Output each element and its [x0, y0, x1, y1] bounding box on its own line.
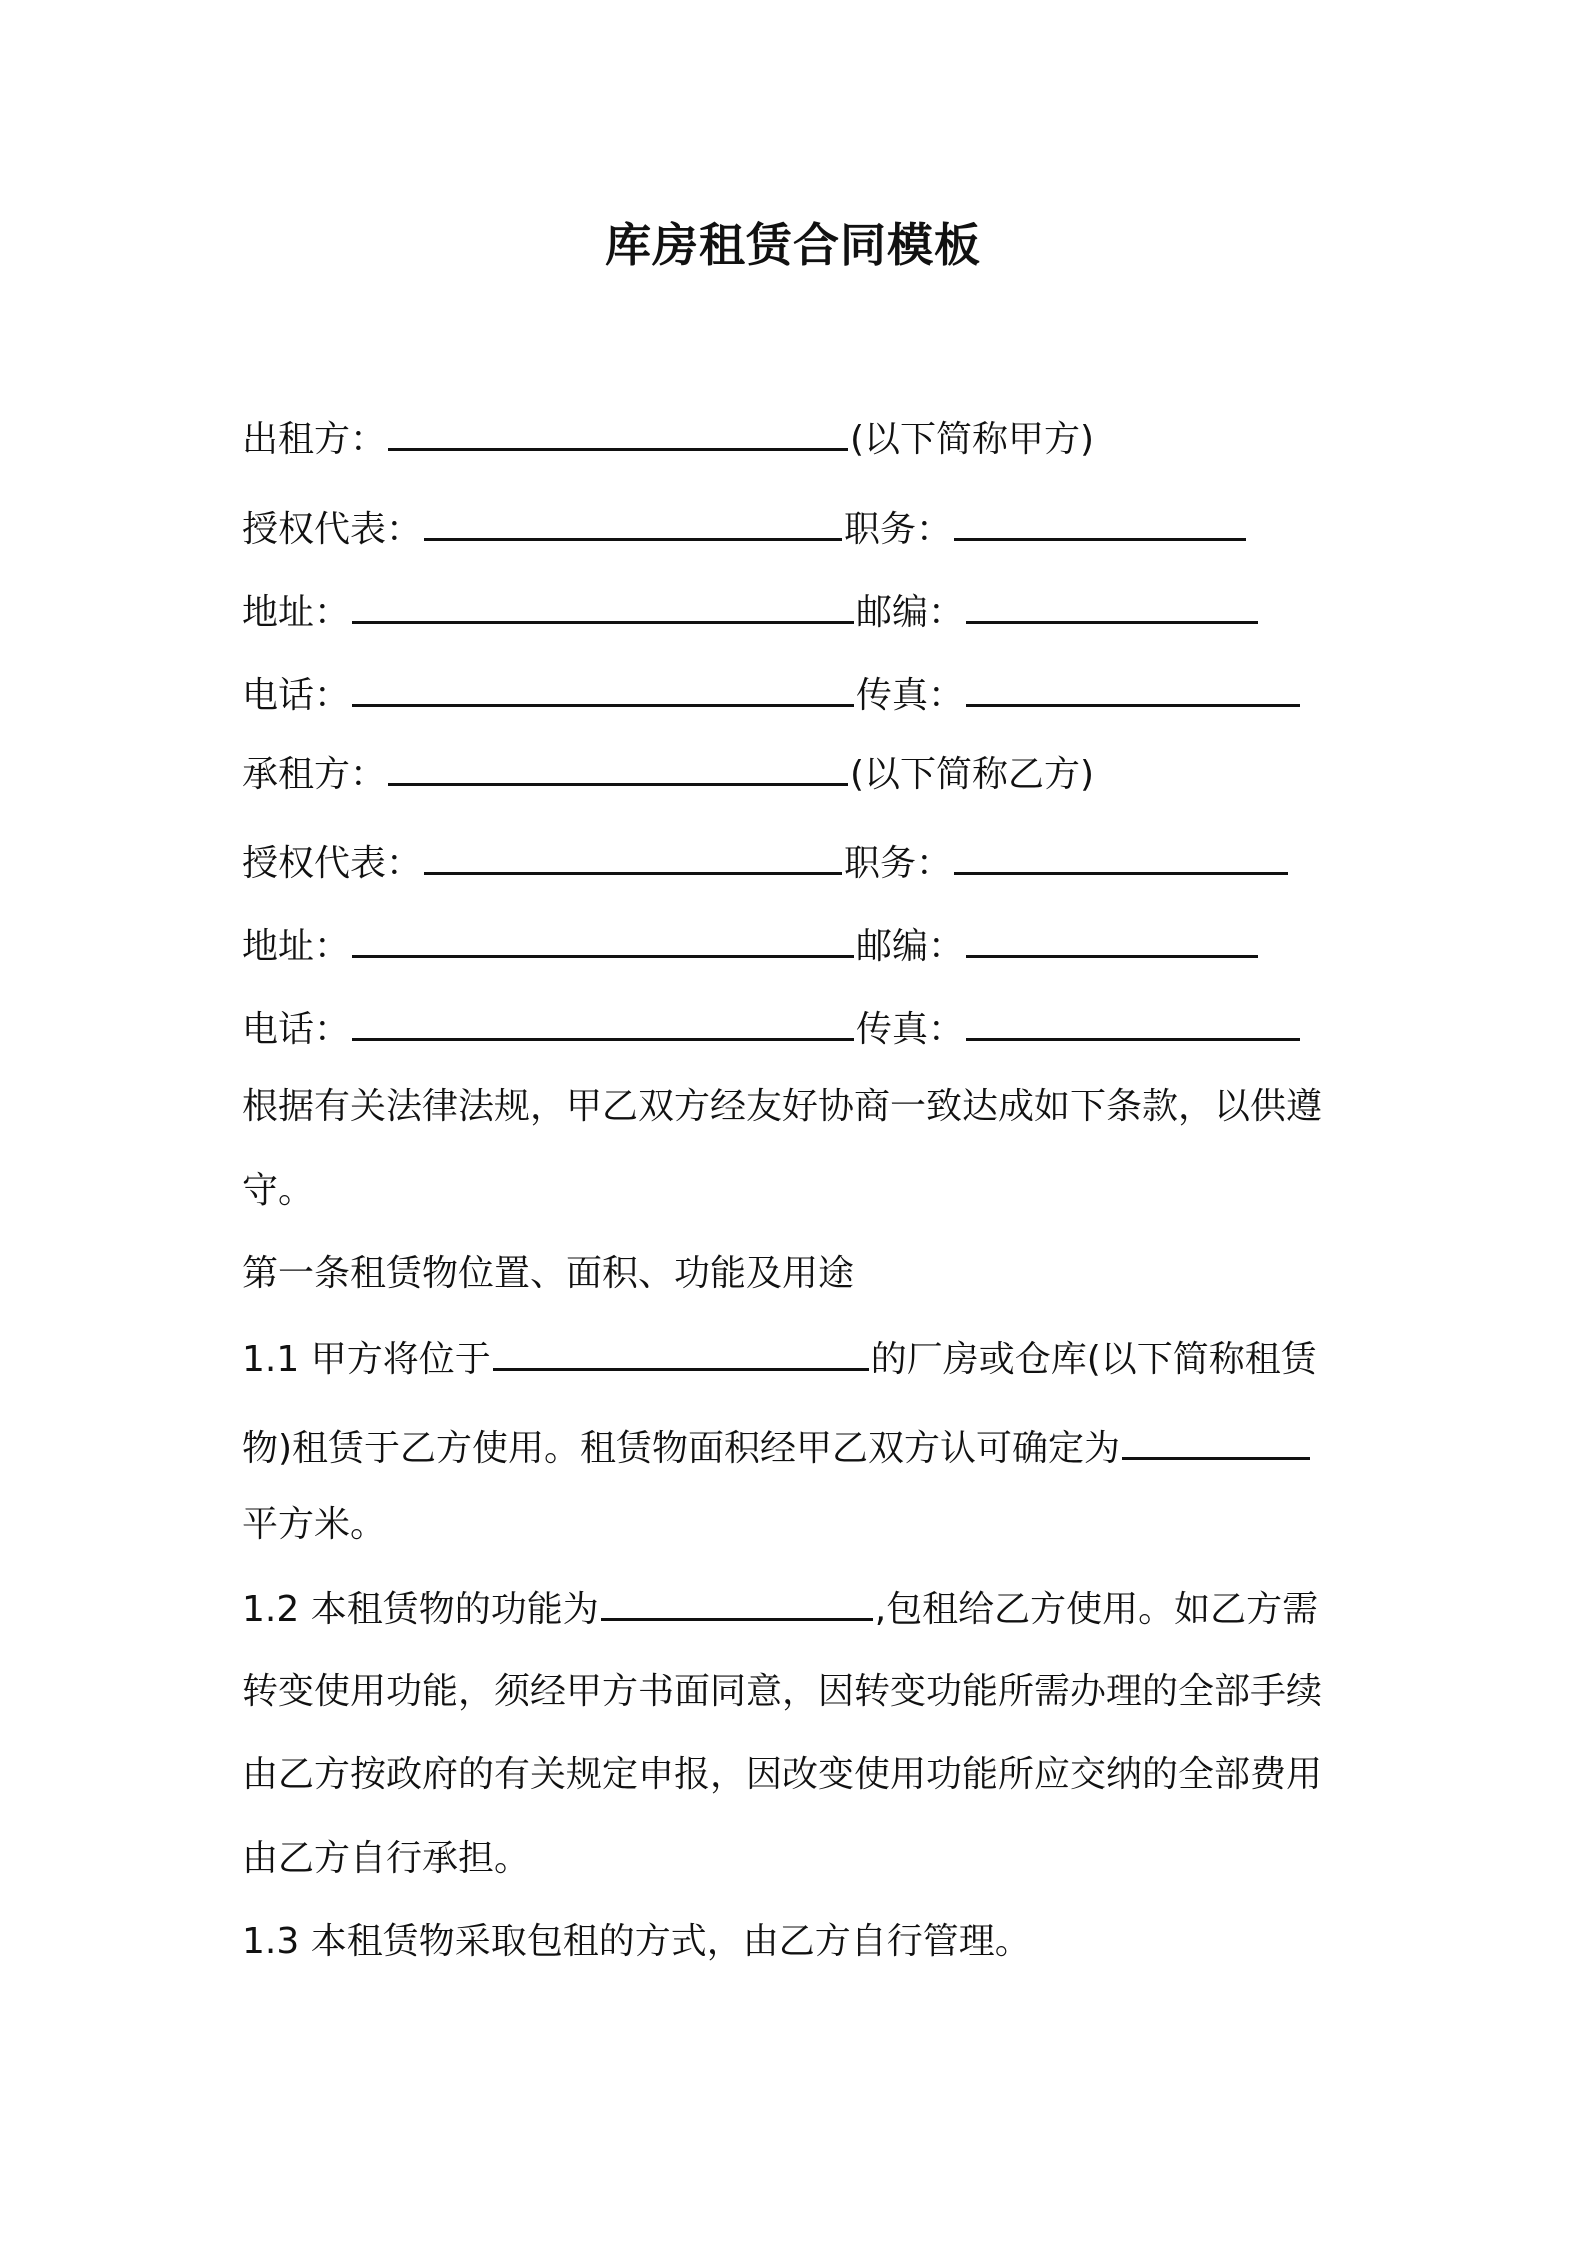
lessee-fax-label: 传真： [856, 1009, 965, 1050]
clause-1-2-line-2: 转变使用功能，须经甲方书面同意，因转变功能所需办理的全部手续 [242, 1671, 1323, 1712]
clause-1-1-text-a: 1.1 甲方将位于 [242, 1339, 491, 1380]
clause-1-2-text-b: ,包租给乙方使用。如乙方需 [874, 1589, 1319, 1630]
lessee-name-field[interactable] [388, 749, 848, 786]
lessor-position-label: 职务： [844, 509, 953, 550]
lessor-address-label: 地址： [242, 592, 351, 633]
area-field[interactable] [1122, 1423, 1310, 1460]
lessee-address-field[interactable] [352, 921, 854, 958]
lessor-fax-label: 传真： [856, 675, 965, 716]
lessor-rep-line [242, 504, 1248, 554]
clause-1-2-line-3: 由乙方按政府的有关规定申报，因改变使用功能所应交纳的全部费用 [242, 1754, 1323, 1795]
intro-line-1: 根据有关法律法规，甲乙双方经友好协商一致达成如下条款，以供遵 [242, 1086, 1323, 1127]
clause-1-1-text-c: 物)租赁于乙方使用。租赁物面积经甲乙双方认可确定为 [242, 1428, 1121, 1469]
lessee-zip-field[interactable] [966, 921, 1258, 958]
location-field[interactable] [493, 1334, 869, 1371]
article-1-heading: 第一条租赁物位置、面积、功能及用途 [242, 1253, 855, 1294]
lessee-phone-line [242, 1004, 1302, 1054]
lessor-suffix: (以下简称甲方) [850, 419, 1095, 460]
lessor-name-field[interactable] [388, 414, 848, 451]
lessor-address-line [242, 587, 1260, 637]
lessor-position-field[interactable] [954, 504, 1246, 541]
lessor-phone-line [242, 670, 1302, 720]
lessor-fax-field[interactable] [966, 670, 1300, 707]
clause-1-1-line-3: 平方米。 [242, 1504, 387, 1545]
clause-1-1-line-2 [242, 1423, 1312, 1473]
lessee-rep-field[interactable] [424, 838, 842, 875]
clause-1-2-text-a: 1.2 本租赁物的功能为 [242, 1589, 599, 1630]
lessee-label: 承租方： [242, 754, 387, 795]
clause-1-3: 1.3 本租赁物采取包租的方式，由乙方自行管理。 [242, 1921, 1031, 1962]
lessee-zip-label: 邮编： [856, 926, 965, 967]
lessor-zip-field[interactable] [966, 587, 1258, 624]
lessor-rep-field[interactable] [424, 504, 842, 541]
intro-line-2: 守。 [242, 1170, 315, 1211]
lessor-rep-label: 授权代表： [242, 509, 423, 550]
clause-1-1-text-b: 的厂房或仓库(以下简称租赁 [870, 1339, 1317, 1380]
clause-1-1-line-1 [242, 1334, 1317, 1384]
function-field[interactable] [601, 1584, 873, 1621]
lessor-line [242, 414, 1094, 464]
lessee-position-label: 职务： [844, 843, 953, 884]
document-title: 库房租赁合同模板 [605, 218, 981, 272]
lessee-phone-field[interactable] [352, 1004, 854, 1041]
lessor-phone-label: 电话： [242, 675, 351, 716]
lessee-rep-line [242, 838, 1290, 888]
clause-1-2-line-4: 由乙方自行承担。 [242, 1838, 531, 1879]
lessee-line [242, 749, 1094, 799]
lessee-rep-label: 授权代表： [242, 843, 423, 884]
lessee-fax-field[interactable] [966, 1004, 1300, 1041]
lessor-zip-label: 邮编： [856, 592, 965, 633]
lessee-address-label: 地址： [242, 926, 351, 967]
lessor-label: 出租方： [242, 419, 387, 460]
lessee-suffix: (以下简称乙方) [850, 754, 1095, 795]
lessee-address-line [242, 921, 1260, 971]
lessor-phone-field[interactable] [352, 670, 854, 707]
lessor-address-field[interactable] [352, 587, 854, 624]
clause-1-2-line-1 [242, 1584, 1318, 1634]
lessee-position-field[interactable] [954, 838, 1288, 875]
lessee-phone-label: 电话： [242, 1009, 351, 1050]
